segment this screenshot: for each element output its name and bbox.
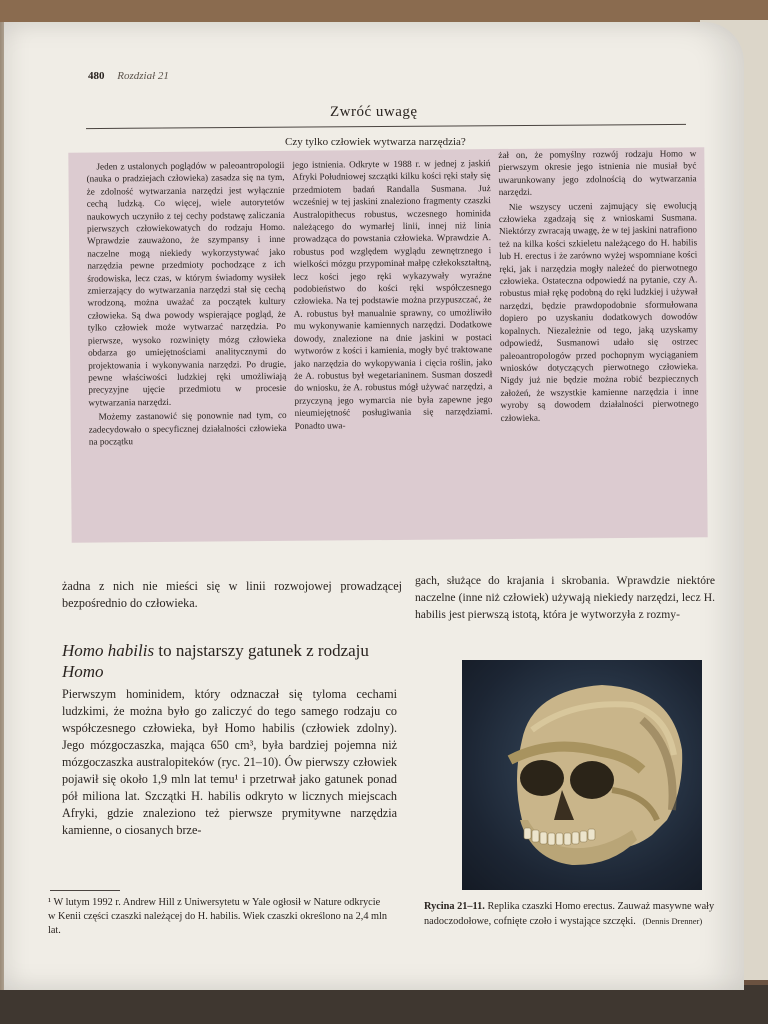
box-subtitle: Czy tylko człowiek wytwarza narzędzia? (285, 136, 466, 148)
page-number: 480 (88, 70, 105, 82)
chapter-title: Rozdział 21 (117, 70, 169, 82)
figure-caption (424, 900, 724, 929)
footnote-rule (50, 890, 120, 891)
box-column-1 (86, 159, 287, 450)
footnote: ¹ W lutym 1992 r. Andrew Hill z Uniwersytetu w Yale ogłosił w Nature odkrycie w Kenii części czaszki należącej do H. habilis. Wiek czaszki określono na 2,4 mln lat. (48, 897, 388, 936)
body-text-main: Pierwszym hominidem, który odznaczał się tyloma cechami ludzkimi, że można było go zaliczyć do tego samego rodzaju co współczesnego człowieka, był Homo habilis (człowiek zdolny). Jego mózgoczaszka, mająca 650 cm³, była bardziej pojemna niż mózgoczaszka australopiteków (ryc. 21–10). Ów pierwszy człowiek pojawił się około 1,9 mln lat temu¹ i przetrwał jako gatunek ponad pół miliona lat. Szczątki H. habilis odkryto w licznych miejscach Afryki, gdzie znaleziono też pierwsze prymitywne narzędzia kamienne, o ciosanych brze- (62, 687, 397, 837)
box-paragraph: Jeden z ustalonych poglądów w paleoantropologii (nauka o pradziejach człowieka) zasadza się na tym, że zdolność wytwarzania narzędzi jest wyłącznie cechą ludzką. Co więcej, wiele autorytetów naukowych uczyniło z tej cechy podstawę zaliczania pierwszych człowiekowatych do rodzaju Homo. Wprawdzie zauważono, że szympansy i inne naczelne mogą niekiedy wykorzystywać jako narzędzia pewne przedmioty pochodzące z ich środowiska, lecz czas, w którym świadomy wysiłek zmierzający do wytwarzania narzędzi stał się cechą wrodzoną, można uważać za początek kultury człowieka. Są dwa powody wspierające pogląd, że tylko człowiek może wytwarzać narzędzia. Po pierwsze, wysoko rozwinięty mózg człowieka obdarza go umiejętnościami analitycznymi do projektowania i wykonywania narzędzi. Po drugie, pewne właściwości ludzkiej ręki umożliwiają precyzyjne ujęcie przedmiotu w procesie wytwarzania narzędzi. (86, 159, 287, 408)
skull-photo (462, 660, 702, 890)
box-paragraph: żał on, że pomyślny rozwój rodzaju Homo w pierwszym okresie jego istnienia nie musiał być uwarunkowany jego zdolnością do wytwarzania narzędzi. (498, 148, 697, 198)
info-box (68, 147, 707, 543)
section-heading (62, 640, 392, 682)
photo-credit: (Dennis Drenner) (642, 916, 703, 926)
box-title: Zwróć uwagę (330, 104, 418, 120)
box-paragraph: Nie wszyscy uczeni zajmujący się ewolucją człowieka zgadzają się z wnioskami Susmana. Niektórzy zwracają uwagę, że w tej jaskini natrafiono też na kilka kości szkieletu należącego do H. habilis lub H. erectus i że zarówno wyżej wspomniane kości ręki, jak i narzędzia mogły należeć do pierwotnego człowieka. Ostateczna odpowiedź na pytanie, czy A. robustus miał rękę podobną do ręki ludzkiej i używał narzędzi, będzie prawdopodobnie sformułowana dopiero po uzyskaniu dodatkowych dowodów kopalnych. Niezależnie od tego, jaką uzyskamy odpowiedź, Susmanowi udało się ostrzec paleoantropologów przed pochopnym wyciąganiem wniosków dotyczących pierwotnego człowieka. Nigdy już nie będzie można robić bezpiecznych założeń, że wszystkie kamienne narzędzia i inne wyroby są dowodem działalności pierwotnego człowieka. (498, 199, 699, 423)
page-header (88, 70, 169, 82)
box-column-2 (292, 157, 492, 434)
box-paragraph: jego istnienia. Odkryte w 1988 r. w jednej z jaskiń Afryki Południowej szczątki kilku kości ręki stały się przedmiotem badań Randalla Susmana. Już wcześniej w tej jaskini znaleziono fragmenty czaszki Australopithecus robustus, wczesnego hominida należącego do wymarłej linii, innej niż linia prowadząca do powstania człowieka. Wprawdzie A. robustus pod względem wyglądu zewnętrznego i wielkości mózgu przypominał małpę człekokształtną, lecz kości jego ręki wykazywały wyraźne podobieństwo do kości ręki współczesnego człowieka. Na tej podstawie można przypuszczać, że A. robustus był manualnie sprawny, co umożliwiło mu wykonywanie kamiennych narzędzi. Dodatkowe dowody, znalezione na dnie jaskini w postaci wytworów z kości i kamienia, mogły być traktowane jako narzędzia do wykopywania i cięcia roślin, jako że A. robustus był wegetarianinem. Susman doszedł do wniosku, że A. robustus mógł używać narzędzi, a przyczyną jego wymarcia nie była zapewne jego nieumiejętność posługiwania się narzędziami. Ponadto uwa- (292, 158, 493, 431)
heading-species: Homo habilis (62, 641, 155, 660)
body-text-left-top: żadna z nich nie mieści się w linii rozwojowej prowadzącej bezpośrednio do człowieka. (62, 579, 402, 610)
body-text-right-top: gach, służące do krajania i skrobania. Wprawdzie niektóre naczelne (inne niż człowiek) używają niekiedy narzędzi, lecz H. habilis jest pierwszą istotą, która je wytworzyła z rozmy- (415, 574, 715, 621)
heading-genus: Homo (62, 662, 104, 681)
box-column-3 (498, 147, 698, 426)
skull-illustration (462, 660, 702, 890)
heading-text: to najstarszy gatunek z rodzaju (154, 641, 369, 660)
table-surface (0, 985, 768, 1024)
figure-caption-text: Replika czaszki Homo erectus. Zauważ masywne wały nadoczodołowe, cofnięte czoło i wystające szczęki. (424, 901, 715, 927)
figure-label: Rycina 21–11. (424, 901, 485, 912)
box-paragraph: Możemy zastanowić się ponownie nad tym, co zadecydowało o specyficznej działalności człowieka na początku (88, 410, 287, 447)
